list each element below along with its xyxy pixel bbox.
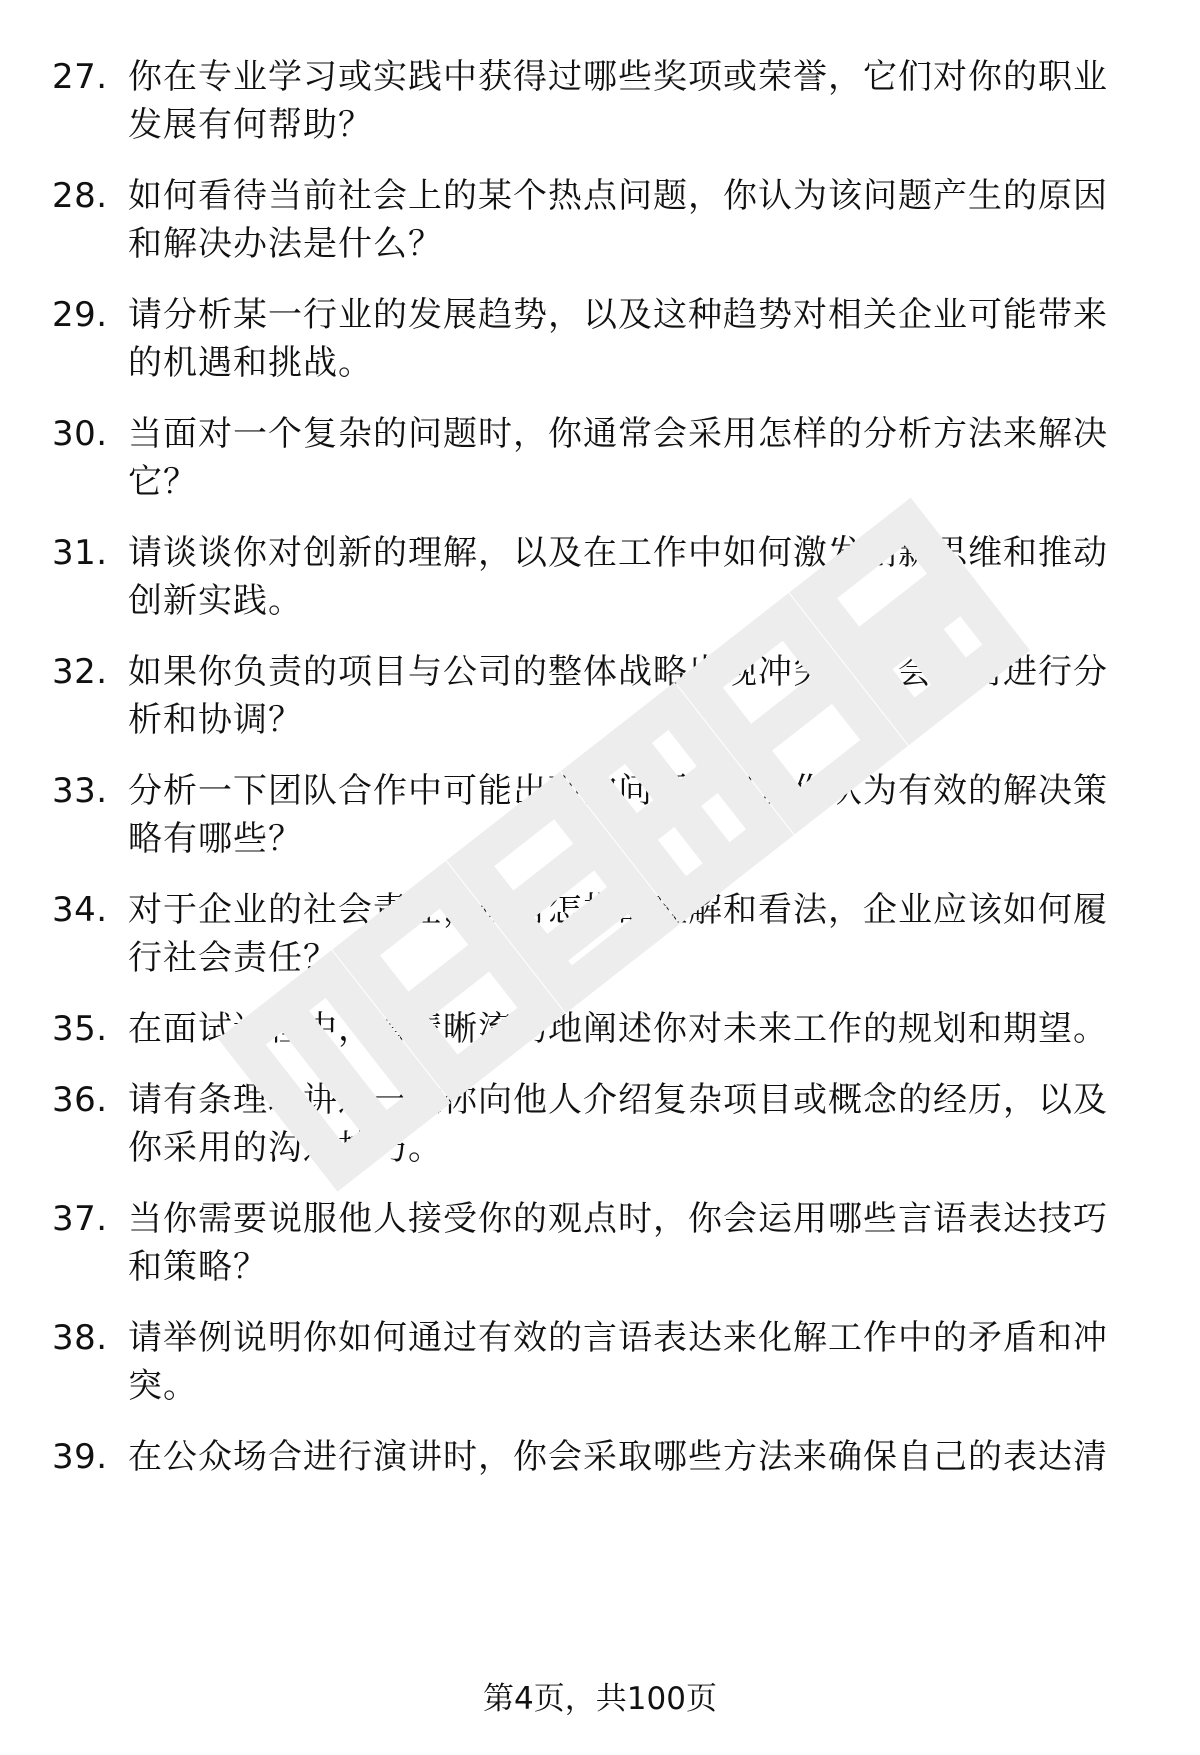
question-text	[128, 1005, 1148, 1053]
question-text-line: 请谈谈你对创新的理解，以及在工作中如何激发创新思维和推动	[128, 533, 1108, 573]
question-text	[128, 410, 1148, 506]
question-text-line: 你采用的沟通技巧。	[128, 1128, 443, 1168]
question-text	[128, 529, 1148, 625]
question-text-line: 如何看待当前社会上的某个热点问题，你认为该问题产生的原因	[128, 176, 1108, 216]
question-text	[128, 1195, 1148, 1291]
question-text	[128, 648, 1148, 744]
question-text	[128, 767, 1148, 863]
question-text-line: 请举例说明你如何通过有效的言语表达来化解工作中的矛盾和冲	[128, 1318, 1108, 1358]
question-text-line: 在公众场合进行演讲时，你会采取哪些方法来确保自己的表达清	[128, 1437, 1108, 1477]
question-number: 30.	[52, 414, 108, 454]
question-text-line: 请分析某一行业的发展趋势，以及这种趋势对相关企业可能带来	[128, 295, 1108, 335]
question-text-line: 你在专业学习或实践中获得过哪些奖项或荣誉，它们对你的职业	[128, 57, 1108, 97]
question-text	[128, 291, 1148, 387]
question-number: 36.	[52, 1080, 108, 1120]
question-text	[128, 1076, 1148, 1172]
question-text-line: 当面对一个复杂的问题时，你通常会采用怎样的分析方法来解决	[128, 414, 1108, 454]
question-number: 27.	[52, 57, 108, 97]
page-footer: 第4页，共100页	[483, 1681, 717, 1717]
question-text-line: 对于企业的社会责任，你有怎样的理解和看法，企业应该如何履	[128, 890, 1108, 930]
question-text-line: 略有哪些？	[128, 819, 303, 859]
question-number: 32.	[52, 652, 108, 692]
question-text-line: 当你需要说服他人接受你的观点时，你会运用哪些言语表达技巧	[128, 1199, 1108, 1239]
question-text	[128, 53, 1148, 149]
question-number: 28.	[52, 176, 108, 216]
question-text-line: 请有条理地讲述一次你向他人介绍复杂项目或概念的经历，以及	[128, 1080, 1108, 1120]
question-text-line: 它？	[128, 462, 198, 502]
question-text-line: 的机遇和挑战。	[128, 343, 373, 383]
question-text-line: 在面试过程中，请清晰流畅地阐述你对未来工作的规划和期望。	[128, 1009, 1108, 1049]
question-text-line: 发展有何帮助？	[128, 105, 373, 145]
question-text	[128, 172, 1148, 268]
question-text	[128, 886, 1148, 982]
question-number: 39.	[52, 1437, 108, 1477]
question-number: 35.	[52, 1009, 108, 1049]
question-number: 38.	[52, 1318, 108, 1358]
question-text-line: 析和协调？	[128, 700, 303, 740]
question-number: 37.	[52, 1199, 108, 1239]
question-number: 33.	[52, 771, 108, 811]
question-text-line: 如果你负责的项目与公司的整体战略出现冲突，你会如何进行分	[128, 652, 1108, 692]
question-text-line: 和策略？	[128, 1247, 268, 1287]
question-number: 31.	[52, 533, 108, 573]
question-number: 29.	[52, 295, 108, 335]
question-text-line: 突。	[128, 1366, 198, 1406]
question-text-line: 创新实践。	[128, 581, 303, 621]
question-text	[128, 1314, 1148, 1410]
question-text-line: 和解决办法是什么？	[128, 224, 443, 264]
question-text-line: 行社会责任？	[128, 938, 338, 978]
question-number: 34.	[52, 890, 108, 930]
question-text	[128, 1433, 1148, 1481]
question-text-line: 分析一下团队合作中可能出现的问题，以及你认为有效的解决策	[128, 771, 1108, 811]
